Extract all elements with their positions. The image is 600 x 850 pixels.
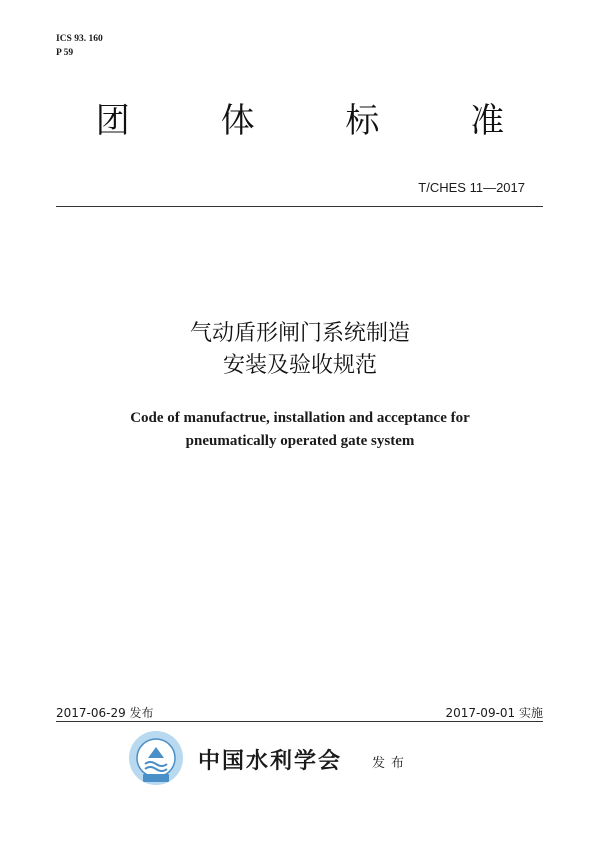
ccs-code: P 59 (56, 48, 74, 58)
top-divider (56, 206, 543, 207)
chinese-title-line-2: 安装及验收规范 (222, 353, 377, 378)
implementation-date: 2017-09-01 实施 (445, 706, 543, 720)
classification-codes (56, 32, 103, 60)
issue-date: 2017-06-29 发布 (56, 706, 154, 720)
english-title-line-2: pneumatically operated gate system (185, 433, 415, 449)
chinese-title-line-1: 气动盾形闸门系统制造 (189, 321, 410, 346)
ics-code: ICS 93. 160 (56, 34, 103, 44)
english-title-line-1: Code of manufactrue, installation and acceptance for (130, 410, 470, 426)
english-title (0, 407, 600, 453)
publish-label: 发布 (372, 756, 411, 771)
standard-type-heading: 团 体 标 准 (95, 101, 545, 141)
publisher-name: 中国水利学会 (198, 748, 343, 774)
society-seal-logo (128, 730, 184, 786)
chinese-title (0, 318, 600, 382)
bottom-divider (56, 721, 543, 722)
seal-ribbon (143, 774, 169, 782)
standard-number: T/CHES 11—2017 (418, 180, 525, 195)
